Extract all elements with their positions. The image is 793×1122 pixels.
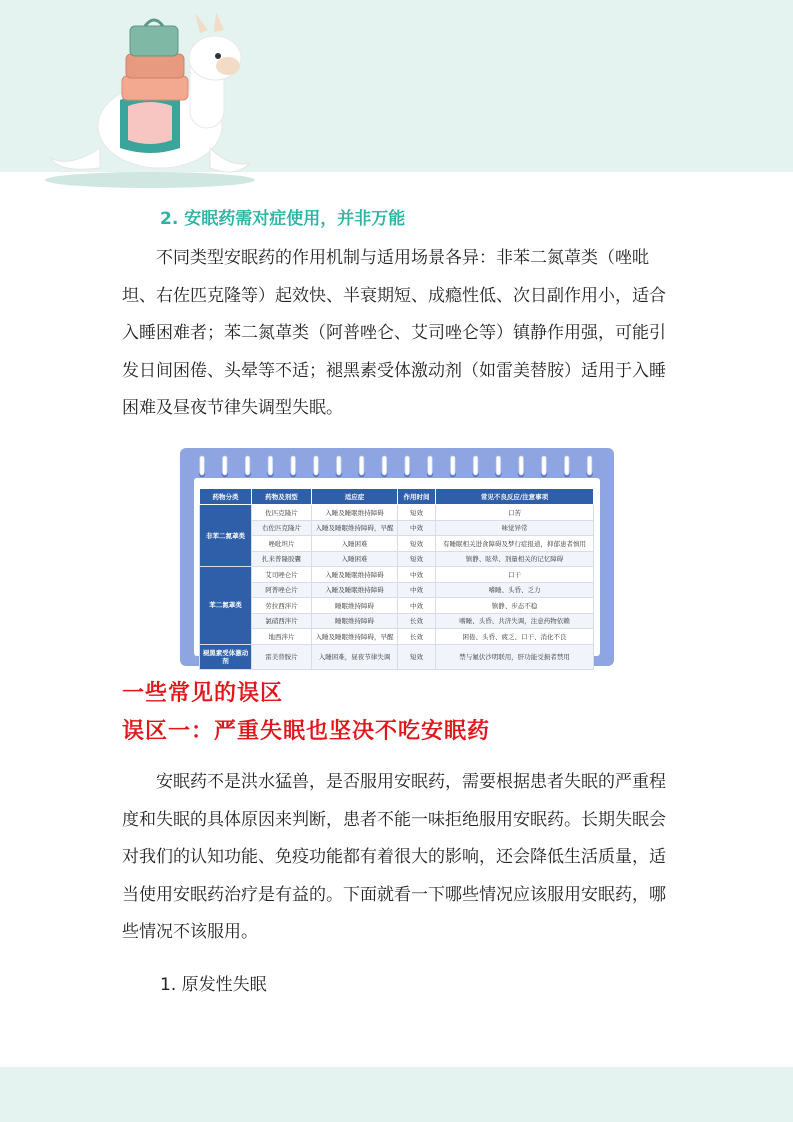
table-cell: 镇静、眩晕、剂量相关的记忆障碍	[436, 551, 594, 567]
ring	[337, 456, 341, 475]
category-cell: 褪黑素受体激动剂	[200, 644, 252, 669]
header-side-effects: 常见不良反应/注意事项	[436, 489, 594, 505]
category-cell: 非苯二氮䓬类	[200, 505, 252, 567]
table-cell: 艾司唑仑片	[252, 567, 312, 583]
table-row	[200, 520, 594, 536]
table-cell: 短效	[398, 551, 436, 567]
paragraph-myth1: 安眠药不是洪水猛兽，是否服用安眠药，需要根据患者失眠的严重程度和失眠的具体原因来判断，患者不能一味拒绝服用安眠药。长期失眠会对我们的认知功能、免疫功能都有着很大的影响，还会降低生活质量，适当使用安眠药治疗是有益的。下面就看一下哪些情况应该服用安眠药，哪些情况不该服用。	[122, 772, 666, 942]
ring	[291, 456, 295, 475]
header-duration: 作用时间	[398, 489, 436, 505]
table-cell: 嗜睡、头昏、乏力	[436, 582, 594, 598]
table-cell: 地西泮片	[252, 629, 312, 645]
table-header-row	[200, 489, 594, 505]
ring	[405, 456, 409, 475]
table-row	[200, 629, 594, 645]
table-cell: 中效	[398, 582, 436, 598]
table-cell: 中效	[398, 598, 436, 614]
ring	[542, 456, 546, 475]
paragraph-drug-types: 不同类型安眠药的作用机制与适用场景各异：非苯二氮䓬类（唑吡坦、右佐匹克隆等）起效快、半衰期短、成瘾性低、次日副作用小，适合入睡困难者；苯二氮䓬类（阿普唑仑、艾司唑仑等）镇静作用强，可能引发日间困倦、头晕等不适；褪黑素受体激动剂（如雷美替胺）适用于入睡困难及昼夜节律失调型失眠。	[122, 248, 666, 418]
table-cell: 短效	[398, 644, 436, 669]
bottom-decor-band	[0, 1067, 793, 1122]
table-cell: 中效	[398, 567, 436, 583]
table-row	[200, 536, 594, 552]
table-cell: 入睡及睡眠维持障碍，早醒	[312, 520, 398, 536]
header-drug: 药物及剂型	[252, 489, 312, 505]
table-row	[200, 613, 594, 629]
table-cell: 劳拉西泮片	[252, 598, 312, 614]
llama-illustration	[30, 8, 260, 193]
table-cell: 入睡及睡眠维持障碍	[312, 505, 398, 521]
table-cell: 中效	[398, 520, 436, 536]
table-cell: 禁与氟伏沙明联用，肝功能受损者禁用	[436, 644, 594, 669]
table-cell: 唑吡坦片	[252, 536, 312, 552]
table-cell: 入睡困难，昼夜节律失调	[312, 644, 398, 669]
ring	[314, 456, 318, 475]
table-cell: 入睡困难	[312, 551, 398, 567]
table-cell: 扎来普隆胶囊	[252, 551, 312, 567]
ring	[451, 456, 455, 475]
table-row	[200, 598, 594, 614]
drug-table	[199, 488, 594, 670]
table-cell: 嗜睡、头昏、共济失调，注意药物依赖	[436, 613, 594, 629]
table-cell: 味觉异常	[436, 520, 594, 536]
table-cell: 雷美替胺片	[252, 644, 312, 669]
table-cell: 短效	[398, 536, 436, 552]
table-row	[200, 644, 594, 669]
table-cell: 睡眠维持障碍	[312, 598, 398, 614]
table-cell: 氯硝西泮片	[252, 613, 312, 629]
table-cell: 睡眠维持障碍	[312, 613, 398, 629]
notebook-rings	[180, 448, 614, 482]
table-row	[200, 567, 594, 583]
table-cell: 佐匹克隆片	[252, 505, 312, 521]
ring	[200, 456, 204, 475]
table-cell: 口干	[436, 567, 594, 583]
ring	[359, 456, 363, 475]
table-cell: 入睡及睡眠维持障碍	[312, 582, 398, 598]
category-cell: 苯二氮䓬类	[200, 567, 252, 645]
table-cell: 入睡及睡眠维持障碍，早醒	[312, 629, 398, 645]
table-cell: 长效	[398, 613, 436, 629]
section-subheading: 2. 安眠药需对症使用，并非万能	[160, 209, 406, 229]
table-cell: 镇静、步态不稳	[436, 598, 594, 614]
ring	[268, 456, 272, 475]
header-category: 药物分类	[200, 489, 252, 505]
table-cell: 入睡及睡眠维持障碍	[312, 567, 398, 583]
ring	[382, 456, 386, 475]
myths-heading: 一些常见的误区	[122, 681, 284, 706]
table-row	[200, 582, 594, 598]
table-cell: 长效	[398, 629, 436, 645]
ring	[245, 456, 249, 475]
myth1-title: 误区一：严重失眠也坚决不吃安眠药	[122, 719, 491, 744]
table-cell: 短效	[398, 505, 436, 521]
ring	[565, 456, 569, 475]
ring	[519, 456, 523, 475]
ring	[496, 456, 500, 475]
table-cell: 有睡眠相关进食障碍及梦行症报道，抑郁患者慎用	[436, 536, 594, 552]
ring	[587, 456, 591, 475]
table-cell: 阿普唑仑片	[252, 582, 312, 598]
table-cell: 困倦、头昏、疲乏、口干、消化不良	[436, 629, 594, 645]
table-cell: 入睡困难	[312, 536, 398, 552]
ring	[428, 456, 432, 475]
drug-table-wrapper	[199, 488, 593, 670]
header-indication: 适应症	[312, 489, 398, 505]
table-cell: 右佐匹克隆片	[252, 520, 312, 536]
table-row	[200, 505, 594, 521]
list-item-primary-insomnia: 1. 原发性失眠	[160, 975, 267, 995]
ring	[473, 456, 477, 475]
table-cell: 口苦	[436, 505, 594, 521]
table-row	[200, 551, 594, 567]
ring	[223, 456, 227, 475]
